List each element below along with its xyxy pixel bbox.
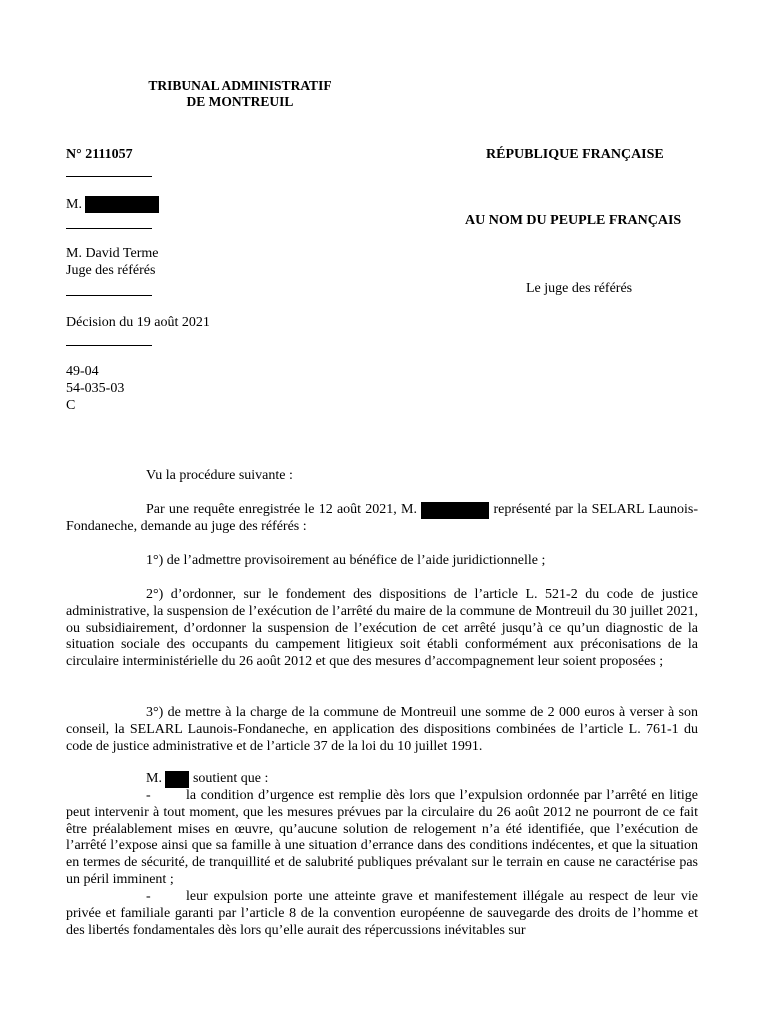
bullet-dash: -	[146, 788, 151, 803]
bullet-text: la condition d’urgence est remplie dès lors que l’expulsion ordonnée par l’arrêté en litige peut intervenir à tout moment, que les mesures prévues par la circulaire du 26 août 2012 ne pourront de ce fait être préalablement mises en œuvre, qu’aucune solution de relogement n’a été identifiée, que l’exécution de l’arrêté l’expose ainsi que sa famille à une situation d’errance dans des conditions indécentes, et que la situation en termes de sécurité, de tranquillité et de salubrité publiques prévalant sur le terrain en cause ne caractérise pas un péril imminent ;	[66, 788, 698, 887]
separator-rule	[66, 176, 152, 177]
argument-bullet-2	[66, 889, 698, 939]
argument-bullet-1	[66, 788, 698, 889]
redaction-bar	[165, 771, 189, 788]
judge-name: M. David Terme	[66, 246, 159, 261]
bullet-text: leur expulsion porte une atteinte grave et manifestement illégale au respect de leur vie privée et familiale garanti par l’article 8 de la convention européenne de sauvegarde des droits de l’homme et des libertés fondamentales dès lors qu’elle aurait des répercussions inévitables sur	[66, 889, 698, 938]
party-line	[66, 196, 159, 213]
claim-paragraph-3: 3°) de mettre à la charge de la commune de Montreuil une somme de 2 000 euros à verser à son conseil, la SELARL Launois-Fondaneche, en application des dispositions combinées de l’article L. 761-1 du code de justice administrative et de l’article 37 de la loi du 10 juillet 1991.	[66, 705, 698, 754]
claim-paragraph-2: 2°) d’ordonner, sur le fondement des dispositions de l’article L. 521-2 du code de justice administrative, la suspension de l’exécution de l’arrêté du maire de la commune de Montreuil du 30 juillet 2021, ou subsidiairement, d’ordonner la suspension de l’exécution de cet arrêté jusqu’à ce qu’un diagnostic de la situation sociale des occupants du campement litigieux soit établi conformément aux préconisations de la circulaire interministérielle du 26 août 2012 et que des mesures d’accompagnement leur soient proposées ;	[66, 587, 698, 670]
court-name-line1: TRIBUNAL ADMINISTRATIF	[148, 78, 332, 93]
decision-date: Décision du 19 août 2021	[66, 315, 210, 330]
republic-heading: RÉPUBLIQUE FRANÇAISE	[486, 147, 664, 162]
redaction-bar	[421, 502, 489, 519]
claim-paragraph-1: 1°) de l’admettre provisoirement au bénéfice de l’aide juridictionnelle ;	[146, 553, 546, 568]
separator-rule	[66, 295, 152, 296]
argument-suffix: soutient que :	[192, 771, 269, 786]
party-prefix: M.	[66, 197, 82, 212]
redaction-bar	[85, 196, 159, 213]
request-text-after: représenté par la SELARL Launois-Fondaneche, demande au juge des référés :	[66, 502, 699, 534]
judge-heading: Le juge des référés	[526, 281, 633, 296]
argument-intro	[66, 771, 698, 788]
court-name	[130, 78, 350, 110]
request-paragraph	[66, 502, 698, 536]
classification-code: 54-035-03	[66, 381, 125, 396]
request-text-before: Par une requête enregistrée le 12 août 2021, M.	[146, 502, 417, 517]
intro-paragraph: Vu la procédure suivante :	[146, 468, 293, 483]
separator-rule	[66, 345, 152, 346]
court-name-line2: DE MONTREUIL	[186, 94, 294, 109]
judge-title: Juge des référés	[66, 263, 156, 278]
argument-prefix: M.	[146, 771, 162, 786]
classification-code: 49-04	[66, 364, 99, 379]
separator-rule	[66, 228, 152, 229]
bullet-dash: -	[146, 889, 151, 904]
people-heading: AU NOM DU PEUPLE FRANÇAIS	[465, 213, 682, 228]
case-number: N° 2111057	[66, 147, 133, 162]
classification-code: C	[66, 398, 76, 413]
